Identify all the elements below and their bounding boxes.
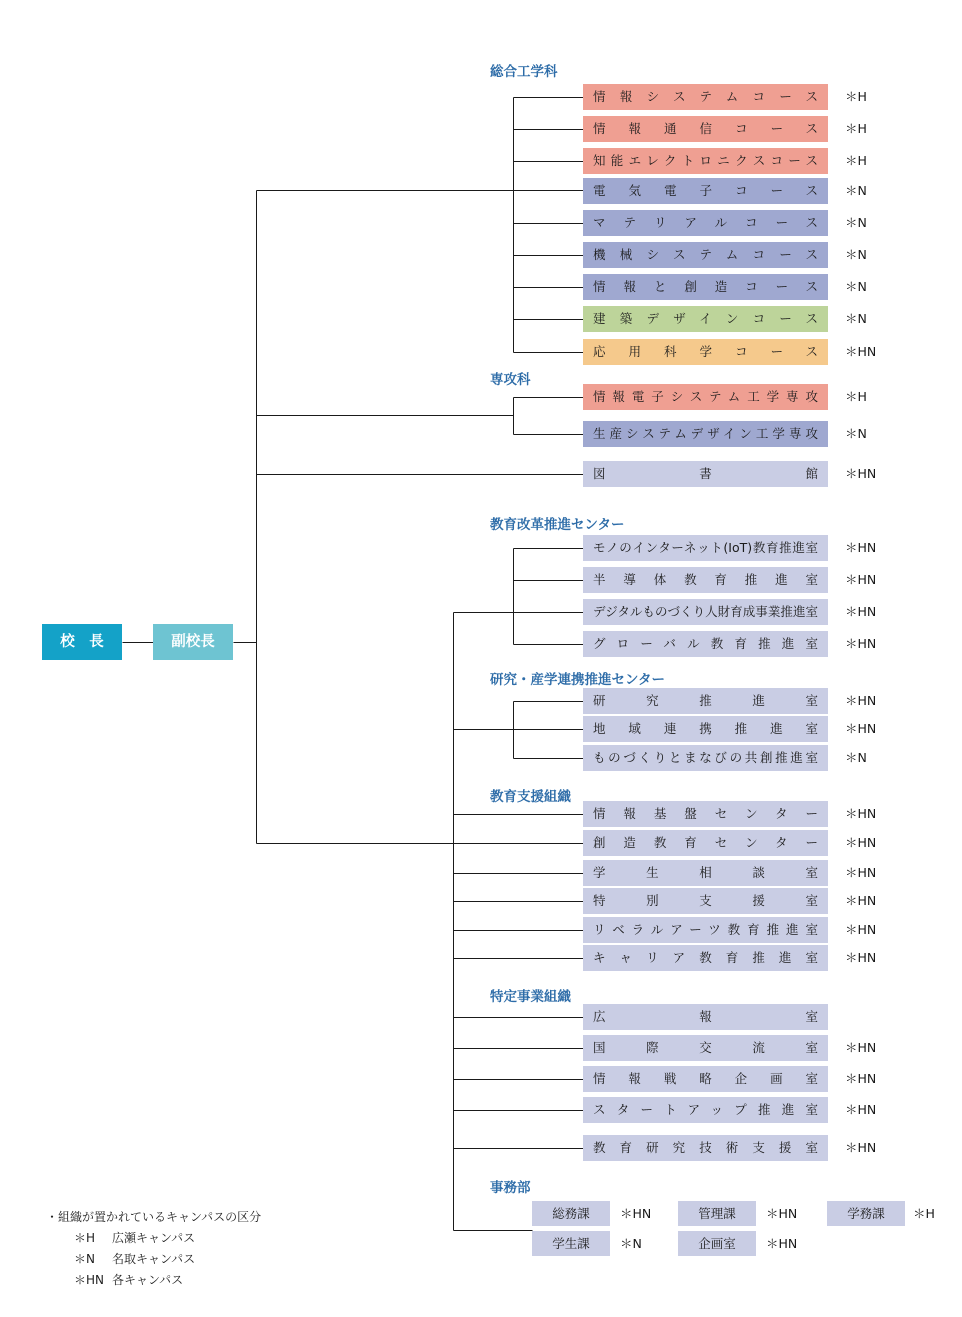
campus-marker: ＊N — [845, 279, 867, 294]
campus-marker: ＊H — [845, 389, 867, 404]
campus-marker: ＊HN — [845, 344, 877, 359]
campus-marker: ＊HN — [845, 721, 877, 736]
node-pr-room: 広報室 — [583, 1004, 828, 1030]
campus-marker: ＊N — [845, 183, 867, 198]
legend-label: 各キャンパス — [112, 1273, 184, 1287]
principal-box: 校 長 — [42, 624, 122, 660]
node-regional-collab-room: 地域連携推進室 — [583, 716, 828, 742]
node-general-affairs-division: 総務課 — [532, 1201, 610, 1226]
node-info-system-course: 情報システムコース — [583, 84, 828, 110]
node-info-comm-course: 情報通信コース — [583, 116, 828, 142]
campus-marker: ＊N — [845, 750, 867, 765]
node-education-research-tech-support-room: 教育研究技術支援室 — [583, 1135, 828, 1161]
node-electrical-electronic-course: 電気電子コース — [583, 178, 828, 204]
section-title-education-support: 教育支援組織 — [490, 789, 571, 805]
campus-marker: ＊HN — [845, 604, 877, 619]
campus-marker — [845, 1004, 917, 1030]
node-student-affairs-division: 学生課 — [532, 1231, 610, 1256]
campus-marker: ＊N — [620, 1236, 642, 1251]
node-student-counseling-room: 学生相談室 — [583, 860, 828, 886]
campus-marker: ＊HN — [845, 806, 877, 821]
node-mechanical-system-course: 機械システムコース — [583, 242, 828, 268]
section-title-special-projects: 特定事業組織 — [490, 989, 571, 1005]
legend-entry-natori — [74, 1250, 195, 1267]
campus-marker: ＊HN — [766, 1206, 798, 1221]
campus-marker: ＊H — [845, 153, 867, 168]
campus-marker: ＊HN — [845, 922, 877, 937]
campus-marker: ＊HN — [845, 1102, 877, 1117]
campus-marker: ＊H — [913, 1206, 935, 1221]
section-title-education-reform: 教育改革推進センター — [490, 517, 625, 533]
node-digital-monozukuri-hrd-room: デジタルものづくり人財育成事業推進室 — [583, 599, 828, 625]
campus-marker: ＊HN — [620, 1206, 652, 1221]
vice-principal-box: 副校長 — [153, 624, 233, 660]
campus-marker: ＊HN — [845, 540, 877, 555]
node-applied-science-course: 応用科学コース — [583, 339, 828, 365]
node-info-strategy-planning-room: 情報戦略企画室 — [583, 1066, 828, 1092]
legend-entry-all-campus — [74, 1271, 183, 1288]
legend-entry-hirose — [74, 1229, 195, 1246]
node-library: 図書館 — [583, 461, 828, 487]
node-startup-promotion-room: スタートアップ推進室 — [583, 1097, 828, 1123]
legend-mark: ＊HN — [74, 1273, 105, 1287]
campus-marker: ＊HN — [845, 572, 877, 587]
node-architecture-design-course: 建築デザインコース — [583, 306, 828, 332]
node-production-system-design-eng-major: 生産システムデザイン工学専攻 — [583, 421, 828, 447]
campus-marker: ＊N — [845, 247, 867, 262]
campus-marker: ＊HN — [766, 1236, 798, 1251]
node-iot-education-room: モノのインターネット(IoT)教育推進室 — [583, 535, 828, 561]
node-info-infrastructure-center: 情報基盤センター — [583, 801, 828, 827]
node-creative-education-center: 創造教育センター — [583, 830, 828, 856]
node-career-education-room: キャリア教育推進室 — [583, 945, 828, 971]
node-special-support-room: 特別支援室 — [583, 888, 828, 914]
campus-marker: ＊HN — [845, 865, 877, 880]
section-title-advanced-course: 専攻科 — [490, 372, 531, 388]
node-research-promotion-room: 研究推進室 — [583, 688, 828, 714]
node-monozukuri-manabi-cocreation-room: ものづくりとまなびの共創推進室 — [583, 745, 828, 771]
legend-label: 広瀬キャンパス — [112, 1231, 196, 1245]
node-info-creation-course: 情報と創造コース — [583, 274, 828, 300]
campus-marker: ＊HN — [845, 893, 877, 908]
campus-marker: ＊HN — [845, 1071, 877, 1086]
campus-marker: ＊H — [845, 89, 867, 104]
campus-marker: ＊HN — [845, 1040, 877, 1055]
node-liberal-arts-education-room: リベラルアーツ教育推進室 — [583, 917, 828, 943]
section-title-sogo-engineering: 総合工学科 — [490, 64, 558, 80]
campus-marker: ＊H — [845, 121, 867, 136]
legend-mark: ＊H — [74, 1231, 96, 1245]
campus-marker: ＊HN — [845, 636, 877, 651]
campus-marker: ＊HN — [845, 693, 877, 708]
campus-marker: ＊N — [845, 426, 867, 441]
legend-label: 名取キャンパス — [112, 1252, 196, 1266]
node-intelligent-electronics-course: 知能エレクトロニクスコース — [583, 148, 828, 174]
campus-marker: ＊HN — [845, 835, 877, 850]
node-global-education-room: グローバル教育推進室 — [583, 631, 828, 657]
node-international-exchange-room: 国際交流室 — [583, 1035, 828, 1061]
campus-marker: ＊HN — [845, 466, 877, 481]
section-title-admin-dept: 事務部 — [490, 1180, 531, 1196]
node-semiconductor-education-room: 半導体教育推進室 — [583, 567, 828, 593]
node-management-division: 管理課 — [678, 1201, 756, 1226]
campus-marker: ＊N — [845, 215, 867, 230]
node-material-course: マテリアルコース — [583, 210, 828, 236]
campus-marker: ＊HN — [845, 950, 877, 965]
node-info-electronic-system-eng-major: 情報電子システム工学専攻 — [583, 384, 828, 410]
campus-marker: ＊HN — [845, 1140, 877, 1155]
node-academic-affairs-division: 学務課 — [827, 1201, 905, 1226]
legend-mark: ＊N — [74, 1252, 95, 1266]
node-planning-office: 企画室 — [678, 1231, 756, 1256]
legend-title: ・組織が置かれているキャンパスの区分 — [46, 1210, 262, 1224]
campus-marker: ＊N — [845, 311, 867, 326]
section-title-research-collab: 研究・産学連携推進センター — [490, 672, 665, 688]
